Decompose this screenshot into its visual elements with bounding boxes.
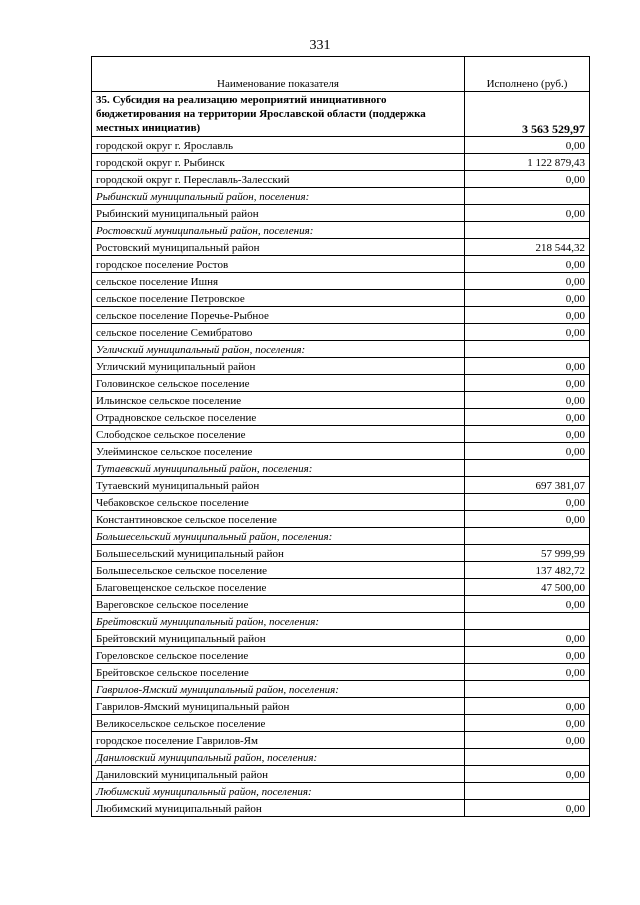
row-value: 0,00	[465, 494, 590, 511]
group-label: Большесельский муниципальный район, поселения:	[92, 528, 465, 545]
row-name: городское поселение Ростов	[92, 256, 465, 273]
row-name: Ильинское сельское поселение	[92, 392, 465, 409]
group-label: Тутаевский муниципальный район, поселения:	[92, 460, 465, 477]
table-row	[92, 443, 590, 460]
group-header-row	[92, 681, 590, 698]
row-name: Любимский муниципальный район	[92, 800, 465, 817]
table-row	[92, 698, 590, 715]
table-row	[92, 647, 590, 664]
row-value: 0,00	[465, 137, 590, 154]
row-value	[465, 783, 590, 800]
table-row	[92, 273, 590, 290]
table-row	[92, 171, 590, 188]
row-name: Гаврилов-Ямский муниципальный район	[92, 698, 465, 715]
row-value: 1 122 879,43	[465, 154, 590, 171]
table-row	[92, 154, 590, 171]
row-value: 0,00	[465, 409, 590, 426]
group-header-row	[92, 460, 590, 477]
table-row	[92, 307, 590, 324]
row-name: Великосельское сельское поселение	[92, 715, 465, 732]
row-value	[465, 341, 590, 358]
row-value: 0,00	[465, 766, 590, 783]
table-row	[92, 256, 590, 273]
group-header-row	[92, 188, 590, 205]
table-row	[92, 409, 590, 426]
row-value	[465, 460, 590, 477]
row-name: Брейтовский муниципальный район	[92, 630, 465, 647]
row-name: сельское поселение Ишня	[92, 273, 465, 290]
table-row	[92, 545, 590, 562]
row-value: 0,00	[465, 664, 590, 681]
row-value: 0,00	[465, 290, 590, 307]
row-value: 0,00	[465, 273, 590, 290]
row-name: Отрадновское сельское поселение	[92, 409, 465, 426]
table-row	[92, 800, 590, 817]
group-label: Гаврилов-Ямский муниципальный район, поселения:	[92, 681, 465, 698]
table-row	[92, 732, 590, 749]
row-value: 0,00	[465, 647, 590, 664]
row-value: 0,00	[465, 392, 590, 409]
table-row	[92, 715, 590, 732]
row-value	[465, 188, 590, 205]
table-row	[92, 426, 590, 443]
row-name: Ростовский муниципальный район	[92, 239, 465, 256]
table-row	[92, 579, 590, 596]
row-name: городское поселение Гаврилов-Ям	[92, 732, 465, 749]
row-value: 0,00	[465, 307, 590, 324]
group-label: Угличский муниципальный район, поселения:	[92, 341, 465, 358]
group-label: Рыбинский муниципальный район, поселения:	[92, 188, 465, 205]
row-value: 0,00	[465, 511, 590, 528]
row-name: Рыбинский муниципальный район	[92, 205, 465, 222]
table-row	[92, 239, 590, 256]
row-value: 0,00	[465, 800, 590, 817]
report-table	[91, 56, 590, 817]
row-value	[465, 613, 590, 630]
row-value: 137 482,72	[465, 562, 590, 579]
row-name: Брейтовское сельское поселение	[92, 664, 465, 681]
row-name: Даниловский муниципальный район	[92, 766, 465, 783]
column-header-value: Исполнено (руб.)	[465, 57, 590, 92]
row-value: 0,00	[465, 358, 590, 375]
row-name: сельское поселение Семибратово	[92, 324, 465, 341]
table-row	[92, 324, 590, 341]
row-name: Вареговское сельское поселение	[92, 596, 465, 613]
table-row	[92, 494, 590, 511]
row-value	[465, 222, 590, 239]
section-total: 3 563 529,97	[465, 92, 590, 137]
group-label: Ростовский муниципальный район, поселения:	[92, 222, 465, 239]
table-row	[92, 630, 590, 647]
section-title: 35. Субсидия на реализацию мероприятий инициативного бюджетирования на территории Ярославской области (поддержка местных инициатив)	[92, 92, 465, 137]
table-row	[92, 477, 590, 494]
row-name: Тутаевский муниципальный район	[92, 477, 465, 494]
table-row	[92, 562, 590, 579]
group-header-row	[92, 613, 590, 630]
row-name: Большесельский муниципальный район	[92, 545, 465, 562]
table-header-row	[92, 57, 590, 92]
row-value: 0,00	[465, 256, 590, 273]
row-name: городской округ г. Рыбинск	[92, 154, 465, 171]
row-value	[465, 528, 590, 545]
row-value: 0,00	[465, 426, 590, 443]
group-label: Брейтовский муниципальный район, поселения:	[92, 613, 465, 630]
row-value: 218 544,32	[465, 239, 590, 256]
table-row	[92, 358, 590, 375]
row-name: Константиновское сельское поселение	[92, 511, 465, 528]
table-row	[92, 205, 590, 222]
row-value: 0,00	[465, 732, 590, 749]
table-row	[92, 596, 590, 613]
group-header-row	[92, 749, 590, 766]
row-value: 0,00	[465, 205, 590, 222]
group-header-row	[92, 783, 590, 800]
row-name: городской округ г. Переславль-Залесский	[92, 171, 465, 188]
group-label: Любимский муниципальный район, поселения:	[92, 783, 465, 800]
row-value: 47 500,00	[465, 579, 590, 596]
row-name: Слободское сельское поселение	[92, 426, 465, 443]
table-row	[92, 511, 590, 528]
table-row	[92, 137, 590, 154]
row-name: сельское поселение Поречье-Рыбное	[92, 307, 465, 324]
row-name: сельское поселение Петровское	[92, 290, 465, 307]
table-row	[92, 375, 590, 392]
row-value: 0,00	[465, 596, 590, 613]
row-name: Улейминское сельское поселение	[92, 443, 465, 460]
row-name: Чебаковское сельское поселение	[92, 494, 465, 511]
row-value: 57 999,99	[465, 545, 590, 562]
group-header-row	[92, 528, 590, 545]
row-value: 0,00	[465, 375, 590, 392]
row-value: 0,00	[465, 171, 590, 188]
group-header-row	[92, 341, 590, 358]
group-label: Даниловский муниципальный район, поселения:	[92, 749, 465, 766]
section-row	[92, 92, 590, 137]
row-name: Гореловское сельское поселение	[92, 647, 465, 664]
row-value: 0,00	[465, 715, 590, 732]
row-name: городской округ г. Ярославль	[92, 137, 465, 154]
row-value	[465, 749, 590, 766]
row-name: Угличский муниципальный район	[92, 358, 465, 375]
page-number: 331	[309, 38, 331, 53]
table-row	[92, 766, 590, 783]
row-value: 0,00	[465, 443, 590, 460]
column-header-name: Наименование показателя	[92, 57, 465, 92]
row-value: 0,00	[465, 630, 590, 647]
row-value: 0,00	[465, 698, 590, 715]
table-row	[92, 392, 590, 409]
row-name: Большесельское сельское поселение	[92, 562, 465, 579]
row-value	[465, 681, 590, 698]
group-header-row	[92, 222, 590, 239]
table-row	[92, 290, 590, 307]
row-name: Головинское сельское поселение	[92, 375, 465, 392]
row-value: 697 381,07	[465, 477, 590, 494]
row-value: 0,00	[465, 324, 590, 341]
table-row	[92, 664, 590, 681]
row-name: Благовещенское сельское поселение	[92, 579, 465, 596]
